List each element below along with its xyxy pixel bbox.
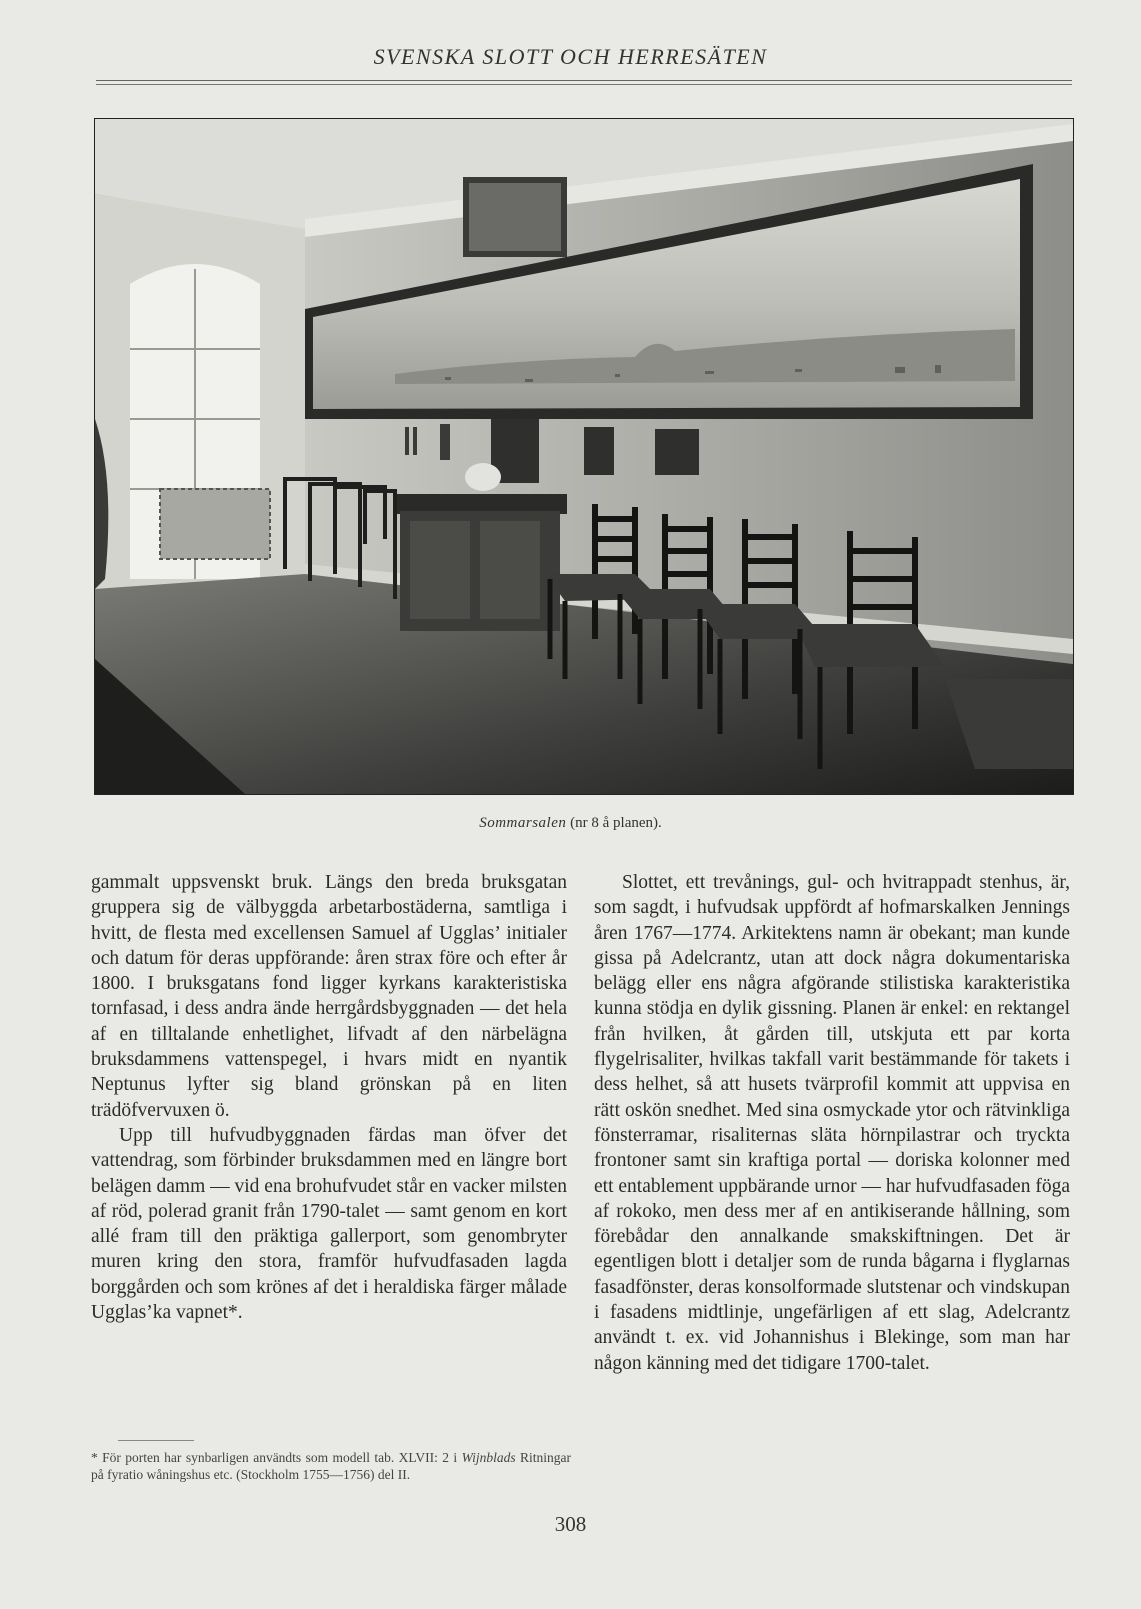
- footnote: [91, 1450, 571, 1483]
- right-text-column: [594, 870, 1070, 1376]
- header-rule-secondary: [96, 84, 1072, 85]
- right-paragraph-1: Slottet, ett trevånings, gul- och hvitrappadt stenhus, är, som sagdt, i hufvudsak uppfördt af hofmarskalken Jennings åren 1767—1774. Arkitektens namn är obekant; man kunde gissa på Adelcrantz, utan att dock några dokumentariska belägg eller ens några afgörande stilistiska karakteristika kunna stödja en dylik gissning. Planen är enkel: en rektangel från hvilken, åt gården till, utskjuta ett par korta flygelrisaliter, hvilkas takfall varit bestämmande för takets i dess helhet, så att husets tvärprofil kommit att uppvisa en rätt oskön snedhet. Med sina osmyckade ytor och rätvinkliga fönsterramar, risaliternas släta hörnpilastrar och tryckta frontoner samt sin kraftiga portal — doriska kolonner med ett entablement uppbärande urnor — har hufvudfasaden föga af rokoko, men dess mer af en antikiserande hållning, som förebådar den annalkande smakskiftningen. Det är egentligen blott i detaljer som de runda bågarna i flyglarnas fasadfönster, deras konsolformade slutstenar och vindskupan i fasadens midtlinje, ungefärligen af ett slag, Adelcrantz användt t. ex. vid Johannishus i Blekinge, som man har någon känning med det tidigare 1700-talet.: [594, 872, 1070, 1374]
- footnote-rule: [118, 1440, 194, 1441]
- header-rule: [96, 80, 1072, 81]
- left-paragraph-2: Upp till hufvudbyggnaden färdas man öfver det vattendrag, som förbinder bruksdammen med en längre bort belägen damm — vid ena brohufvudet står en vacker milsten af röd, polerad granit från 1790-talet — samt genom en kort allé fram till den präktiga gallerport, som genombryter muren kring den stora, framför hufvudfasaden lagda borggården och som krönes af det i heraldiska färger målade Ugglas’ka vapnet*.: [91, 1124, 567, 1324]
- caption-title: Sommarsalen: [479, 815, 567, 831]
- caption-note: (nr 8 å planen).: [570, 815, 662, 831]
- plate-caption: [0, 815, 1141, 832]
- footnote-text-1: * För porten har synbarligen användts som modell tab. XLVII: 2 i: [91, 1450, 458, 1465]
- left-paragraph-1: gammalt uppsvenskt bruk. Längs den breda bruksgatan gruppera sig de välbyggda arbetarbostäderna, samtliga i hvitt, de flesta med excellensen Samuel af Ugglas’ initialer och datum för deras uppförande: åren strax före och efter år 1800. I bruksgatans fond ligger kyrkans karakteristiska tornfasad, i dess andra ände herrgårdsbyggnaden — det hela af en tilltalande enhetlighet, lifvadt af den närbelägna bruksdammens vattenspegel, i hvars midt en nyantik Neptunus lyfter sig bland grönskan på en liten trädöfvervuxen ö.: [91, 872, 567, 1121]
- running-header: SVENSKA SLOTT OCH HERRESÄTEN: [373, 44, 768, 69]
- left-text-column: [91, 870, 567, 1325]
- footnote-italic-name: Wijnblads: [461, 1450, 516, 1465]
- photo-plate-sommarsalen: [94, 118, 1074, 795]
- footnote-text-2: Ritningar på fyratio wåningshus etc. (Stockholm 1755—1756) del II.: [91, 1450, 572, 1482]
- page-number: 308: [554, 1512, 587, 1536]
